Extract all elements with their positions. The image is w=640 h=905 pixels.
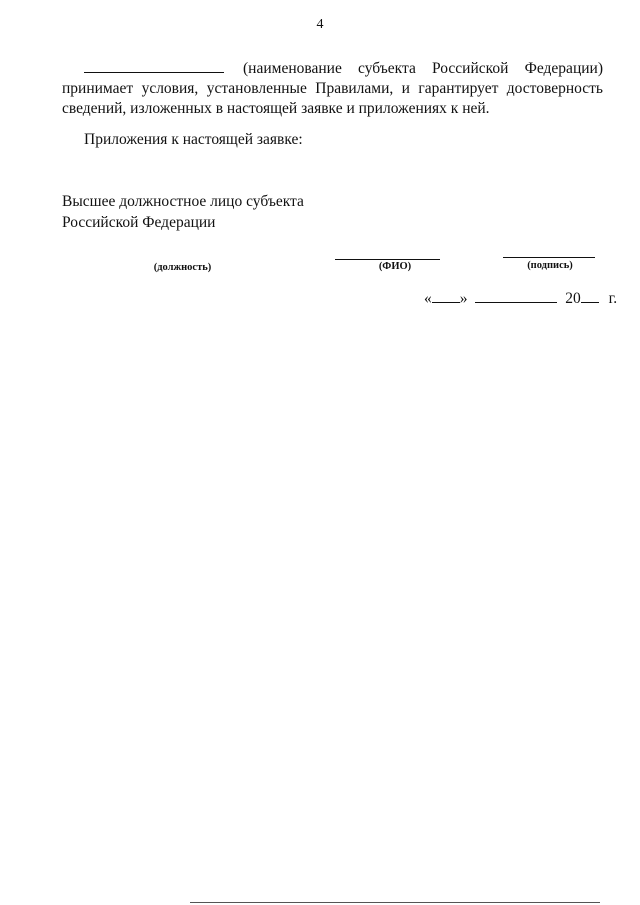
declaration-paragraph [62, 58, 603, 119]
declaration-line-2: принимает условия, установленные Правилами, и гарантирует достоверность [62, 80, 603, 97]
official-title-line-2: Российской Федерации [62, 214, 216, 231]
official-title-line-1: Высшее должностное лицо субъекта [62, 193, 304, 210]
declaration-line-3: сведений, изложенных в настоящей заявке и приложениях к ней. [62, 100, 490, 117]
year-suffix: г. [608, 290, 618, 307]
page-number: 4 [316, 17, 324, 32]
declaration-line-1 [62, 58, 603, 79]
official-title [62, 191, 304, 233]
day-blank [432, 288, 460, 303]
fio-caption: (ФИО) [378, 261, 412, 272]
subject-name-blank [84, 58, 224, 73]
date-row [424, 288, 617, 308]
year-prefix: 20 [565, 290, 581, 307]
attachments-label: Приложения к настоящей заявке: [84, 131, 303, 148]
position-caption: (должность) [153, 262, 212, 273]
signature-line [503, 257, 595, 258]
subject-name-hint: (наименование субъекта Российской Федерации) [243, 60, 603, 77]
date-close-quote: » [459, 290, 468, 307]
fio-line [335, 259, 440, 260]
page-bottom-edge [190, 902, 600, 903]
signature-caption: (подпись) [527, 260, 573, 271]
month-blank [475, 288, 557, 303]
date-open-quote: « [424, 290, 432, 307]
year-blank [581, 288, 599, 303]
